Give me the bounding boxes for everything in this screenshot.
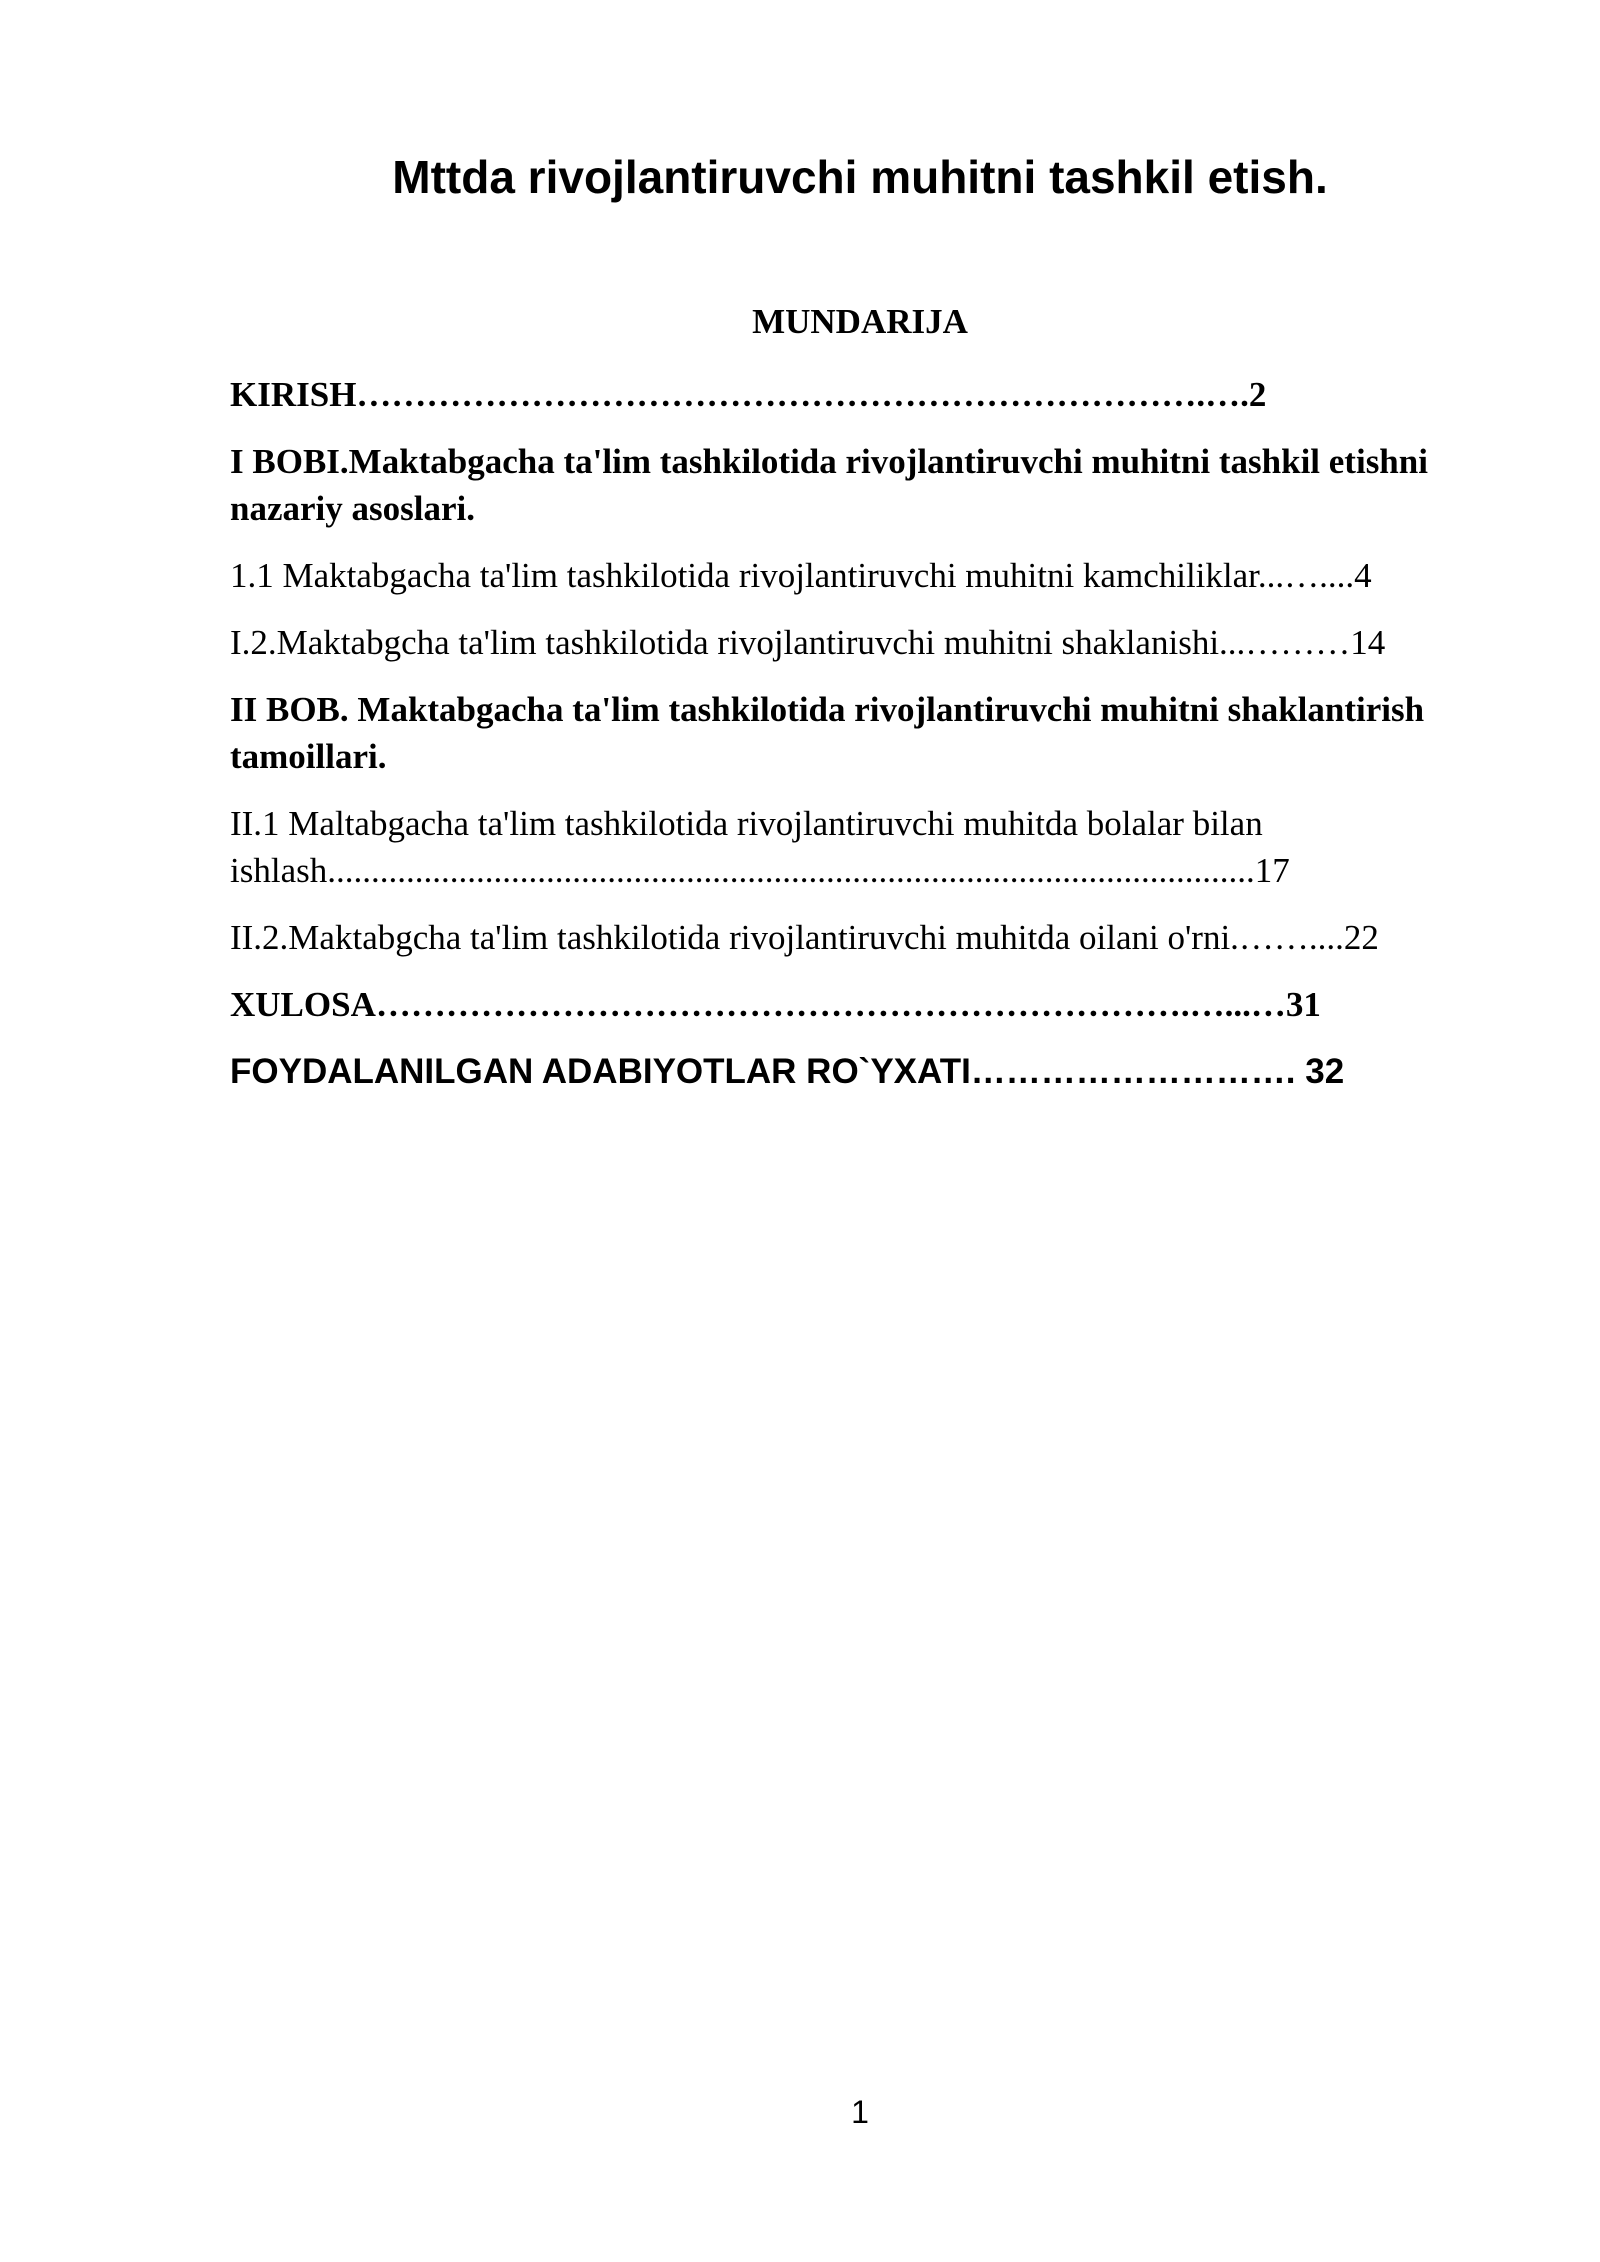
- toc-entry-section-1-2: I.2.Maktabgcha ta'lim tashkilotida rivojlantiruvchi muhitni shaklanishi...………14: [230, 623, 1386, 662]
- document-title: Mttda rivojlantiruvchi muhitni tashkil etish.: [392, 151, 1328, 203]
- table-of-contents: [230, 371, 1470, 1115]
- toc-entry-chapter-1: I BOBI.Maktabgacha ta'lim tashkilotida rivojlantiruvchi muhitni tashkil etishni nazariy asoslari.: [230, 442, 1428, 528]
- toc-entry-xulosa: XULOSA…………………………………………………………….…...…31: [230, 985, 1321, 1024]
- toc-entry-section-2-2: II.2.Maktabgcha ta'lim tashkilotida rivojlantiruvchi muhitda oilani o'rni.……....22: [230, 918, 1379, 957]
- toc-entry-chapter-2: II BOB. Maktabgacha ta'lim tashkilotida rivojlantiruvchi muhitni shaklantirish tamoillari.: [230, 690, 1425, 776]
- toc-heading: MUNDARIJA: [752, 302, 968, 341]
- toc-entry-kirish: KIRISH……………………………………………………………….….2: [230, 375, 1267, 414]
- page-number: 1: [851, 2094, 869, 2130]
- toc-entry-section-1-1: 1.1 Maktabgacha ta'lim tashkilotida rivojlantiruvchi muhitni kamchiliklar...…....4: [230, 556, 1372, 595]
- toc-entry-bibliography: FOYDALANILGAN ADABIYOTLAR RO`YXATI………………………. 32: [230, 1052, 1345, 1091]
- toc-entry-section-2-1: II.1 Maltabgacha ta'lim tashkilotida rivojlantiruvchi muhitda bolalar bilan ishlash..........................................................................................................17: [230, 804, 1290, 890]
